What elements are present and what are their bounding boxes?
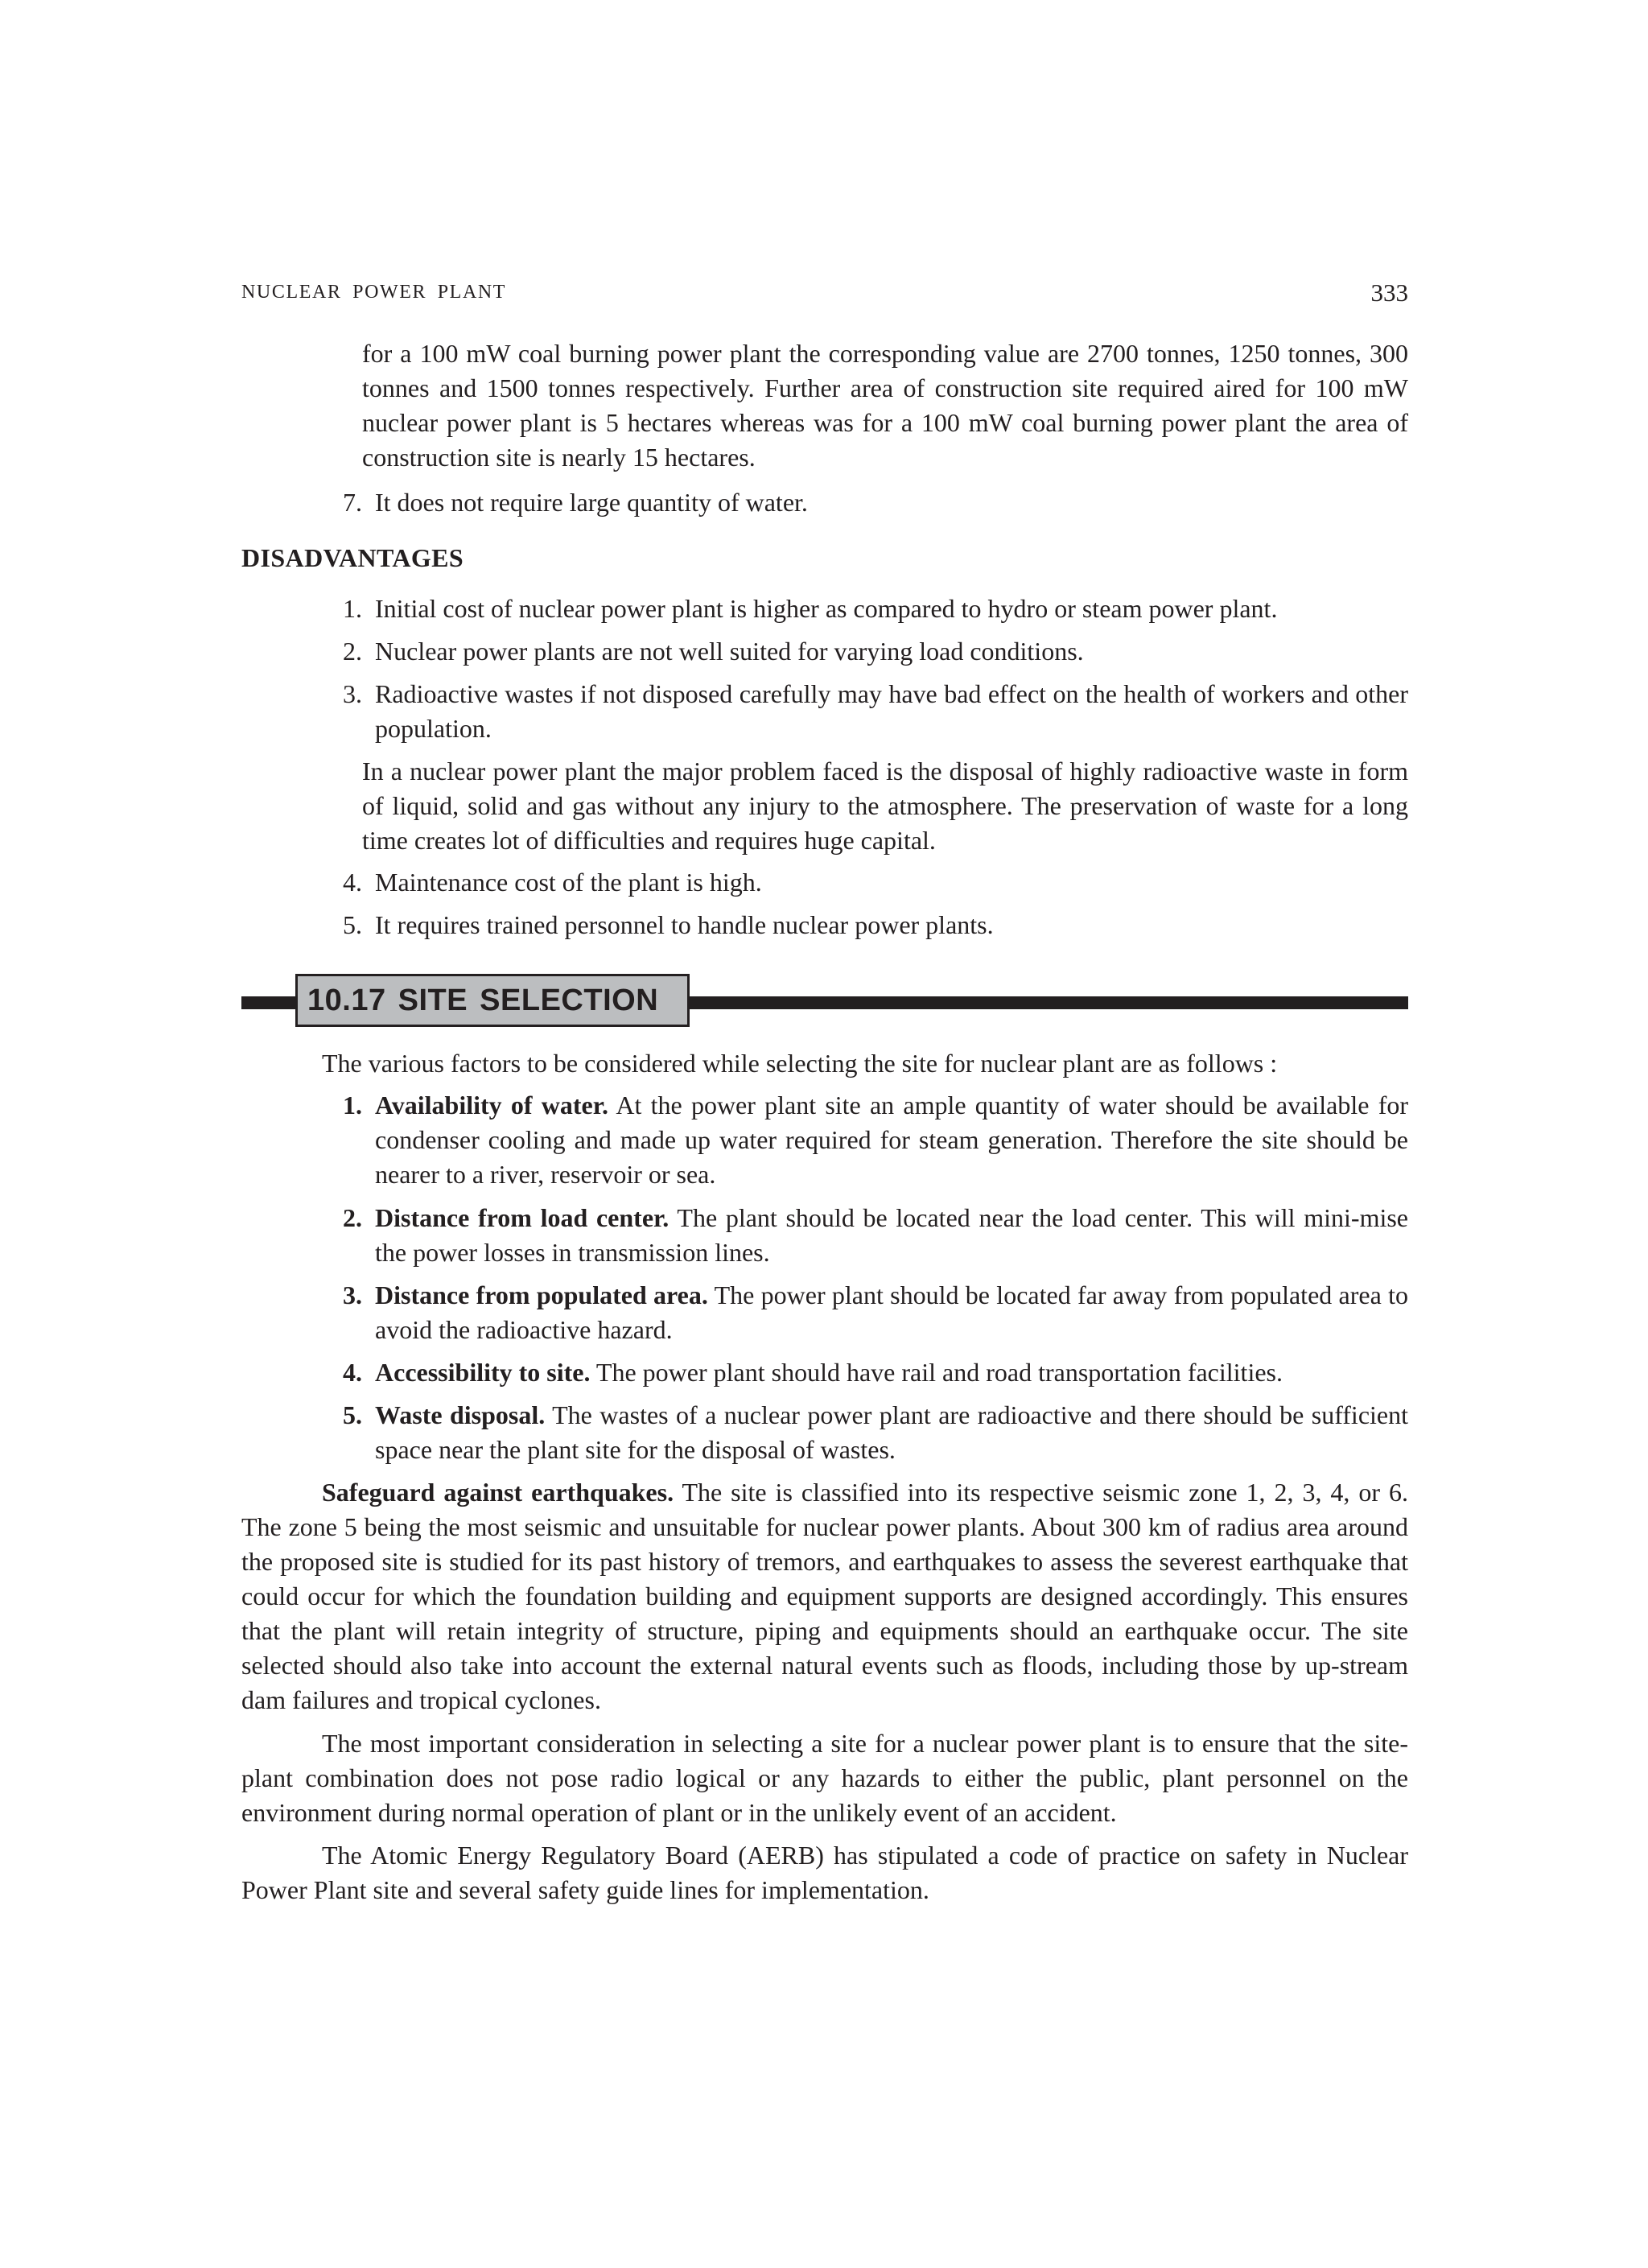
- list-number: 1.: [343, 1091, 362, 1120]
- list-number: 5.: [343, 910, 362, 939]
- running-header: [241, 278, 1408, 311]
- list-number: 4.: [343, 868, 362, 897]
- safeguard-paragraph: [241, 1475, 1408, 1717]
- list-number: 3.: [343, 1280, 362, 1309]
- factor-text: The power plant should be located far away from populated area to avoid the radioactive hazard.: [375, 1280, 1409, 1344]
- list-text: It requires trained personnel to handle nuclear power plants.: [375, 910, 994, 939]
- list-number: 1.: [343, 594, 362, 623]
- page-number: 333: [1370, 278, 1408, 307]
- section-heading-box: [295, 974, 690, 1027]
- factor-title: Availability of water.: [375, 1091, 608, 1120]
- disadvantages-heading: DISADVANTAGES: [241, 543, 464, 572]
- factor-text: At the power plant site an ample quantity of water should be available for condenser cooling and made up water required for steam generation. Therefore the site should be nearer to a river, reservoir or sea.: [375, 1091, 1409, 1189]
- list-text: Nuclear power plants are not well suited for varying load conditions.: [375, 637, 1084, 666]
- factor-title: Distance from populated area.: [375, 1280, 708, 1309]
- list-text: Initial cost of nuclear power plant is higher as compared to hydro or steam power plant.: [375, 594, 1278, 623]
- list-number: 3.: [343, 679, 362, 708]
- factor-title: Accessibility to site.: [375, 1358, 591, 1387]
- factor-title: Waste disposal.: [375, 1400, 546, 1429]
- list-number: 2.: [343, 637, 362, 666]
- factor-title: Distance from load center.: [375, 1203, 670, 1232]
- factor-text: The wastes of a nuclear power plant are radioactive and there should be sufficient space near the plant site for the disposal of wastes.: [375, 1400, 1409, 1464]
- consideration-paragraph: The most important consideration in selecting a site for a nuclear power plant is to ensure that the site-plant combination does not pose radio logical or any hazards to either the public, plant personnel on the environment during normal operation of plant or in the unlikely event of an accident.: [241, 1729, 1408, 1827]
- list-number: 2.: [343, 1203, 362, 1232]
- disadvantage-note-paragraph: In a nuclear power plant the major problem faced is the disposal of highly radioactive waste in form of liquid, solid and gas without any injury to the atmosphere. The preservation of waste for a long time creates lot of difficulties and requires huge capital.: [362, 757, 1408, 855]
- advantages-continued-paragraph: for a 100 mW coal burning power plant the corresponding value are 2700 tonnes, 1250 tonnes, 300 tonnes and 1500 tonnes respectively. Further area of construction site required aired for 100 mW nuclear power plant is 5 hectares whereas was for a 100 mW coal burning power plant the area of construction site is nearly 15 hectares.: [362, 339, 1408, 472]
- list-number: 7.: [343, 488, 362, 517]
- list-number: 5.: [343, 1400, 362, 1429]
- running-title: NUCLEAR POWER PLANT: [241, 282, 507, 303]
- factor-text: The power plant should have rail and road transportation facilities.: [590, 1358, 1283, 1387]
- safeguard-text: The site is classified into its respective seismic zone 1, 2, 3, 4, or 6. The zone 5 being the most seismic and unsuitable for nuclear power plants. About 300 km of radius area around the proposed site is studied for its past history of tremors, and earthquakes to assess the severest earthquake that could occur for which the foundation building and equipment supports are designed accordingly. This ensures that the plant will retain integrity of structure, piping and equipments should an earthquake occur. The site selected should also take into account the external natural events such as floods, including those by up-stream dam failures and tropical cyclones.: [241, 1478, 1409, 1714]
- list-text: Maintenance cost of the plant is high.: [375, 868, 762, 897]
- factor-text: The plant should be located near the load center. This will mini-mise the power losses in transmission lines.: [375, 1203, 1409, 1267]
- section-intro: The various factors to be considered while selecting the site for nuclear plant are as follows :: [322, 1049, 1278, 1078]
- section-heading: 10.17 SITE SELECTION: [307, 983, 659, 1017]
- safeguard-title: Safeguard against earthquakes.: [322, 1478, 674, 1507]
- list-number: 4.: [343, 1358, 362, 1387]
- list-text: It does not require large quantity of water.: [375, 488, 808, 517]
- list-text: Radioactive wastes if not disposed carefully may have bad effect on the health of workers and other population.: [375, 679, 1408, 743]
- aerb-paragraph: The Atomic Energy Regulatory Board (AERB) has stipulated a code of practice on safety in Nuclear Power Plant site and several safety guide lines for implementation.: [241, 1841, 1408, 1904]
